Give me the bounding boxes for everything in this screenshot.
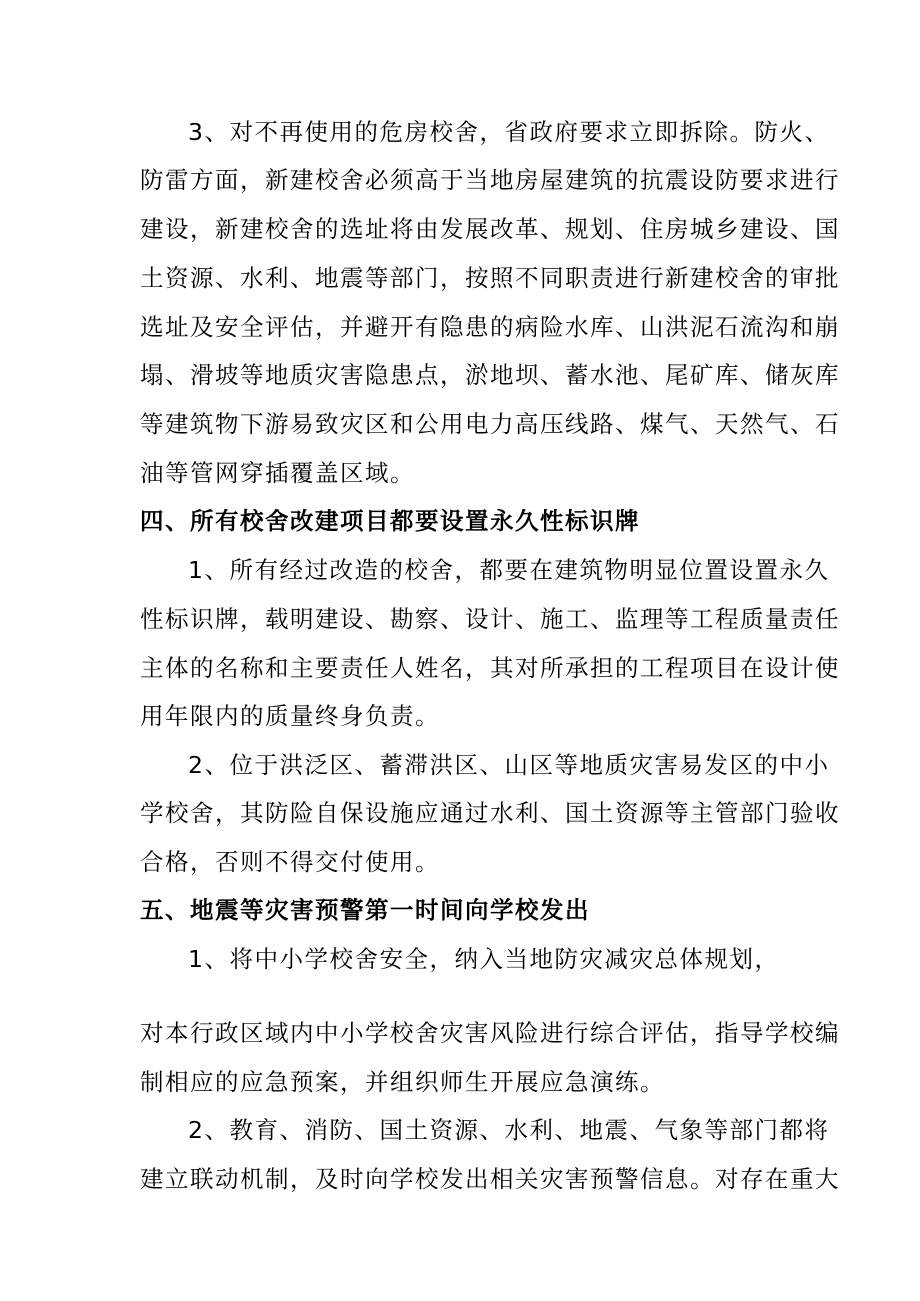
paragraph-line: 建立联动机制，及时向学校发出相关灾害预警信息。对存在重大	[140, 1165, 840, 1193]
paragraph-line: 土资源、水利、地震等部门，按照不同职责进行新建校舍的审批	[140, 264, 840, 292]
paragraph-line: 3、对不再使用的危房校舍，省政府要求立即拆除。防火、	[188, 118, 830, 146]
paragraph-line: 建设，新建校舍的选址将由发展改革、规划、住房城乡建设、国	[140, 215, 840, 243]
section-heading: 四、所有校舍改建项目都要设置永久性标识牌	[140, 507, 640, 535]
paragraph-line: 主体的名称和主要责任人姓名，其对所承担的工程项目在设计使	[140, 654, 840, 682]
paragraph-line: 合格，否则不得交付使用。	[140, 848, 440, 876]
section-heading: 五、地震等灾害预警第一时间向学校发出	[140, 896, 590, 924]
paragraph-line: 2、位于洪泛区、蓄滞洪区、山区等地质灾害易发区的中小	[188, 751, 830, 779]
paragraph-line: 2、教育、消防、国土资源、水利、地震、气象等部门都将	[188, 1116, 830, 1144]
paragraph-line: 用年限内的质量终身负责。	[140, 702, 440, 730]
paragraph-line: 1、所有经过改造的校舍，都要在建筑物明显位置设置永久	[188, 556, 830, 584]
paragraph-line: 等建筑物下游易致灾区和公用电力高压线路、煤气、天然气、石	[140, 410, 840, 438]
paragraph-line: 防雷方面，新建校舍必须高于当地房屋建筑的抗震设防要求进行	[140, 166, 840, 194]
paragraph-line: 性标识牌，载明建设、勘察、设计、施工、监理等工程质量责任	[140, 605, 840, 633]
paragraph-line: 学校舍，其防险自保设施应通过水利、国土资源等主管部门验收	[140, 799, 840, 827]
paragraph-line: 油等管网穿插覆盖区域。	[140, 459, 415, 487]
paragraph-line: 1、将中小学校舍安全，纳入当地防灾减灾总体规划，	[188, 945, 780, 973]
paragraph-line: 制相应的应急预案，并组织师生开展应急演练。	[140, 1068, 665, 1096]
paragraph-line: 选址及安全评估，并避开有隐患的病险水库、山洪泥石流沟和崩	[140, 313, 840, 341]
paragraph-line: 塌、滑坡等地质灾害隐患点，淤地坝、蓄水池、尾矿库、储灰库	[140, 361, 840, 389]
paragraph-line: 对本行政区域内中小学校舍灾害风险进行综合评估，指导学校编	[140, 1019, 840, 1047]
